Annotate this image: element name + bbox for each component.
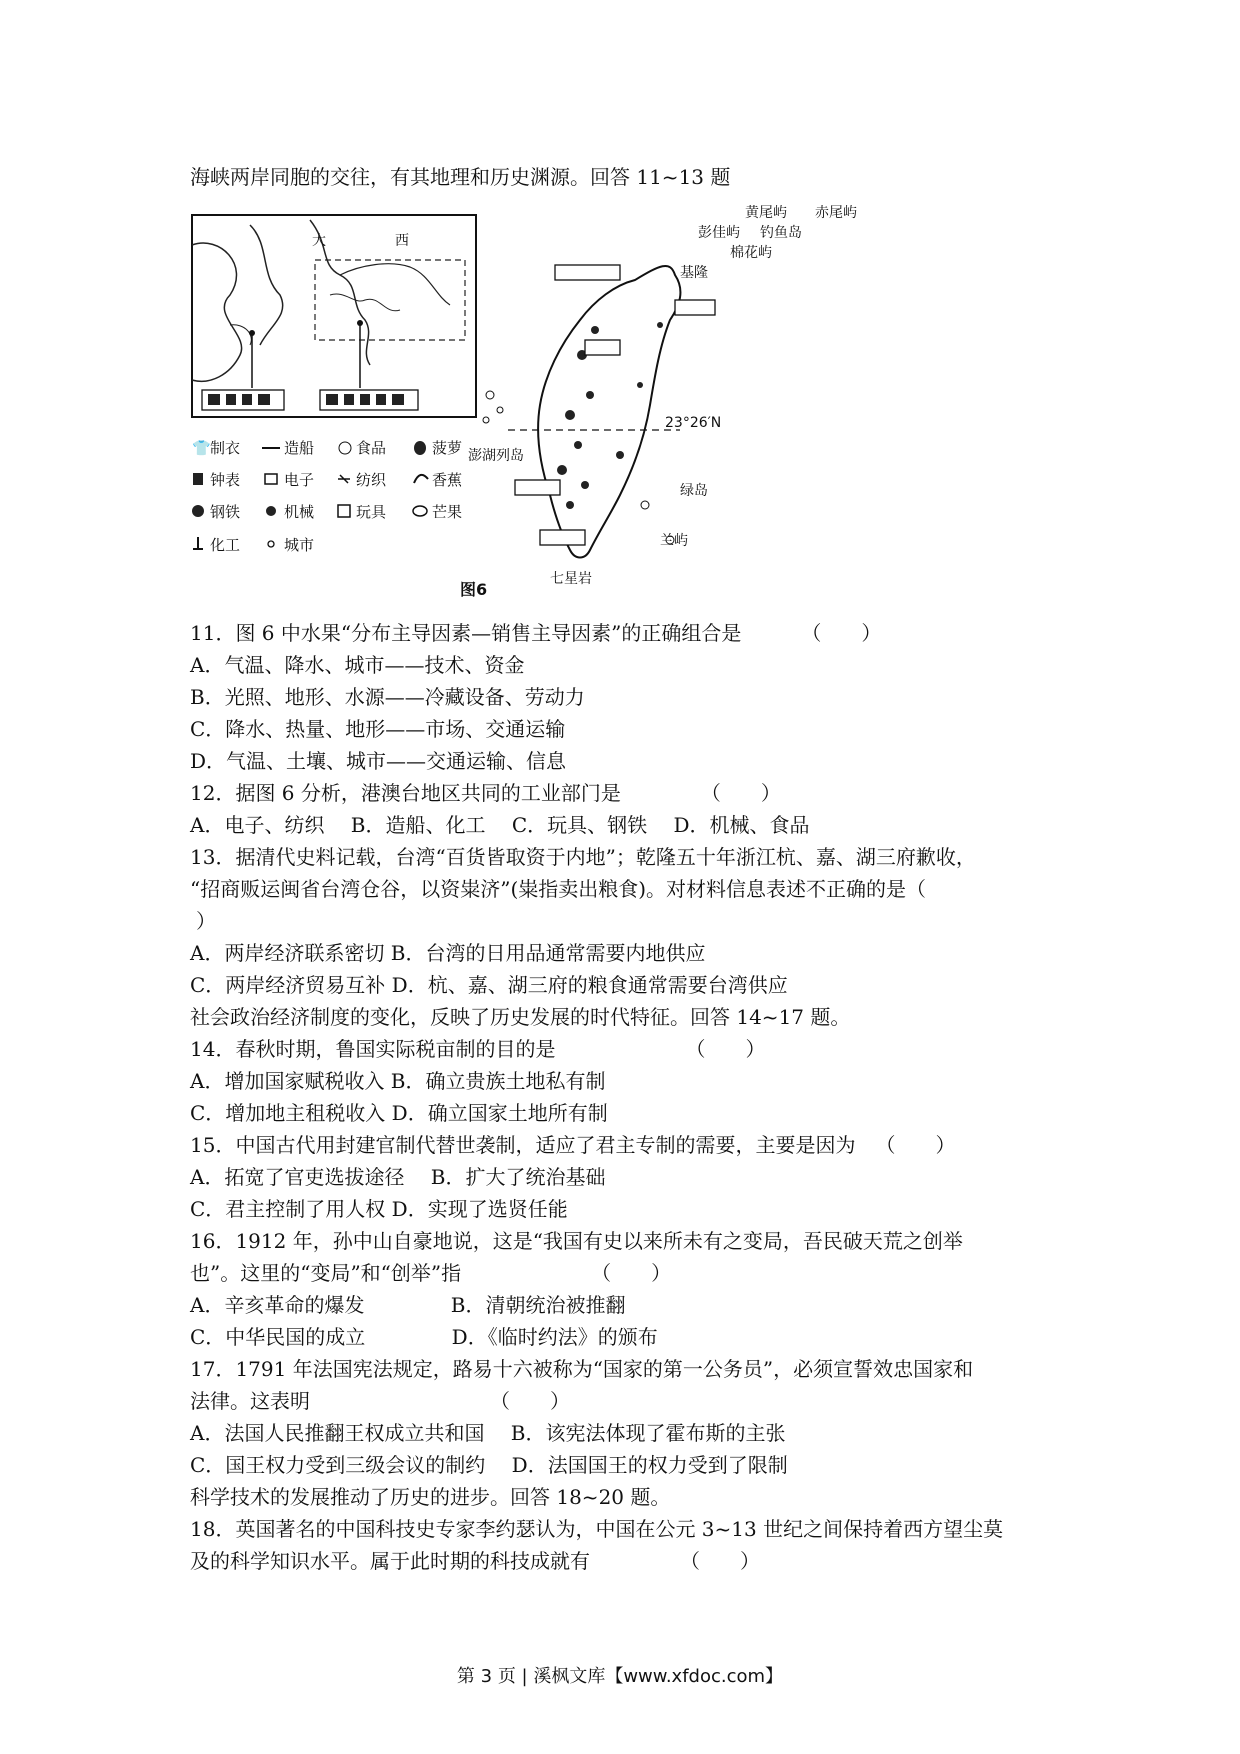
chemical-icon: [193, 537, 203, 549]
figure-6: [190, 205, 880, 600]
legend-item: [262, 439, 314, 457]
page-footer: 第 3 页 | 溪枫文库【www.xfdoc.com】: [456, 1666, 784, 1687]
legend-item: [193, 471, 240, 489]
label-qixingyan: 七星岩: [550, 571, 592, 587]
figure-legend: [192, 439, 462, 554]
q18-line-1: 18．英国著名的中国科技史专家李约瑟认为，中国在公元 3~13 世纪之间保持着西方望尘莫: [190, 1517, 1004, 1541]
pineapple-icon: [414, 441, 426, 455]
food-icon: [339, 442, 351, 454]
svg-text:造船: 造船: [284, 439, 315, 457]
svg-text:纺织: 纺织: [356, 471, 387, 489]
machinery-icon: [266, 506, 276, 516]
ocean-label-2: 西: [395, 233, 409, 249]
q13-options-ab: A．两岸经济联系密切 B．台湾的日用品通常需要内地供应: [190, 941, 706, 965]
intro-14-17: 社会政治经济制度的变化，反映了历史发展的时代特征。回答 14~17 题。: [190, 1005, 851, 1029]
q13-options-cd: C．两岸经济贸易互补 D．杭、嘉、湖三府的粮食通常需要台湾供应: [190, 973, 788, 997]
svg-text:钟表: 钟表: [210, 471, 241, 489]
figure-6-svg: [190, 205, 880, 600]
legend-item: [268, 536, 314, 554]
label-penghu: 澎湖列岛: [468, 448, 524, 464]
q16-options-cd: C．中华民国的成立 D．《临时约法》的颁布: [190, 1325, 658, 1349]
svg-text:食品: 食品: [356, 439, 387, 457]
svg-text:制衣: 制衣: [210, 439, 241, 457]
electronics-icon: [265, 474, 277, 484]
legend-item: [413, 503, 462, 521]
legend-item: [414, 439, 462, 457]
q14-options-cd: C．增加地主租税收入 D．确立国家土地所有制: [190, 1101, 608, 1125]
banana-icon: [414, 475, 428, 483]
label-chiwei-islet: 赤尾屿: [815, 205, 857, 221]
label-diaoyu-island: 钓鱼岛: [760, 225, 802, 241]
q17-line-2: 法律。这表明 （ ）: [190, 1389, 570, 1413]
q18-line-2: 及的科学知识水平。属于此时期的科技成就有 （ ）: [190, 1549, 760, 1573]
watch-icon: [193, 473, 203, 485]
q17-options-ab: A．法国人民推翻王权成立共和国 B．该宪法体现了霍布斯的主张: [190, 1421, 786, 1445]
steel-icon: [192, 505, 204, 517]
textile-icon: [338, 475, 350, 483]
q13-line-1: 13．据清代史料记载，台湾“百货皆取资于内地”；乾隆五十年浙江杭、嘉、湖三府歉收，: [190, 845, 976, 869]
q13-line-3: ）: [196, 909, 216, 933]
q11-option-d: D．气温、土壤、城市——交通运输、信息: [190, 749, 567, 773]
answer-paren: （ ）: [591, 1261, 672, 1285]
legend-item: [338, 503, 387, 521]
clothing-icon: 👕: [192, 439, 211, 457]
label-mianhua-islet: 棉花屿: [730, 245, 772, 261]
q12-options: A．电子、纺织 B．造船、化工 C．玩具、钢铁 D．机械、食品: [190, 813, 810, 837]
legend-item: [266, 503, 314, 521]
map-taiwan: [468, 205, 857, 587]
svg-text:钢铁: 钢铁: [210, 503, 241, 521]
q14-options-ab: A．增加国家赋税收入 B．确立贵族土地私有制: [190, 1069, 606, 1093]
ocean-label-1: 大: [312, 233, 326, 249]
q15-options-cd: C．君主控制了用人权 D．实现了选贤任能: [190, 1197, 568, 1221]
svg-text:菠萝: 菠萝: [432, 439, 463, 457]
label-green-island: 绿岛: [680, 483, 708, 499]
mango-icon: [413, 506, 427, 516]
q16-options-ab: A．辛亥革命的爆发 B．清朝统治被推翻: [190, 1293, 626, 1317]
q11-option-c: C．降水、热量、地形——市场、交通运输: [190, 717, 566, 741]
q12-stem: 12．据图 6 分析，港澳台地区共同的工业部门是 （ ）: [190, 781, 781, 805]
label-keelung: 基隆: [680, 265, 708, 281]
svg-text:电子: 电子: [284, 471, 315, 489]
intro-18-20: 科学技术的发展推动了历史的进步。回答 18~20 题。: [190, 1485, 671, 1509]
svg-text:城市: 城市: [284, 536, 315, 554]
answer-paren: （ ）: [685, 1037, 766, 1061]
svg-text:机械: 机械: [284, 503, 315, 521]
figure-caption: 图6: [460, 580, 488, 599]
legend-item: [414, 471, 462, 489]
legend-item: [192, 439, 240, 457]
answer-paren: （ ）: [490, 1389, 570, 1413]
answer-paren: （ ）: [700, 781, 781, 805]
svg-text:芒果: 芒果: [432, 503, 463, 521]
q16-line-2: 也”。这里的“变局”和“创举”指 （ ）: [190, 1261, 672, 1285]
city-icon: [268, 541, 274, 547]
label-lanyu: 兰屿: [660, 533, 688, 549]
toys-icon: [338, 505, 350, 517]
label-pengjia-islet: 彭佳屿: [698, 225, 740, 241]
svg-text:化工: 化工: [210, 536, 241, 554]
map-hong-kong-macau: [192, 215, 476, 417]
legend-item: [265, 471, 314, 489]
q16-line-1: 16．1912 年，孙中山自豪地说，这是“我国有史以来所未有之变局，吾民破天荒之创举: [190, 1229, 963, 1253]
answer-paren: （ ）: [680, 1549, 760, 1573]
legend-item: [192, 503, 240, 521]
q13-line-2: “招商贩运闽省台湾仓谷，以资粜济”(粜指卖出粮食)。对材料信息表述不正确的是（: [190, 877, 927, 901]
q15-stem: 15．中国古代用封建官制代替世袭制，适应了君主专制的需要，主要是因为 （ ）: [190, 1133, 956, 1157]
answer-paren: （ ）: [801, 621, 882, 645]
legend-item: [339, 439, 386, 457]
legend-item: [193, 536, 240, 554]
svg-text:玩具: 玩具: [356, 503, 387, 521]
legend-item: [338, 471, 387, 489]
q17-options-cd: C．国王权力受到三级会议的制约 D．法国国王的权力受到了限制: [190, 1453, 788, 1477]
label-latitude: 23°26′N: [665, 415, 722, 431]
answer-paren: （ ）: [875, 1133, 956, 1157]
label-huangwei-islet: 黄尾屿: [745, 205, 787, 221]
q14-stem: 14．春秋时期，鲁国实际税亩制的目的是 （ ）: [190, 1037, 766, 1061]
svg-text:香蕉: 香蕉: [432, 471, 463, 489]
q15-options-ab: A．拓宽了官吏选拔途径 B．扩大了统治基础: [190, 1165, 606, 1189]
q11-option-a: A．气温、降水、城市——技术、资金: [190, 653, 525, 677]
q11-stem: 11．图 6 中水果“分布主导因素—销售主导因素”的正确组合是 （ ）: [190, 621, 882, 645]
intro-11-13: 海峡两岸同胞的交往，有其地理和历史渊源。回答 11~13 题: [190, 165, 731, 189]
q11-option-b: B．光照、地形、水源——冷藏设备、劳动力: [190, 685, 585, 709]
q17-line-1: 17．1791 年法国宪法规定，路易十六被称为“国家的第一公务员”，必须宣誓效忠国家和: [190, 1357, 974, 1381]
